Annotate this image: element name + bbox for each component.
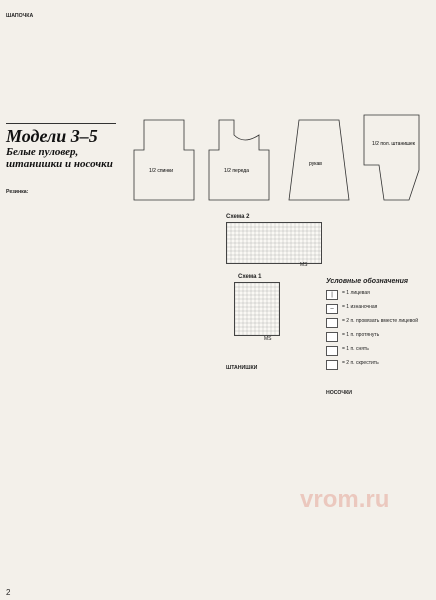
legend-text: = 1 п. протянуть	[342, 332, 380, 338]
legend-text: = 1 изнаночная	[342, 304, 378, 310]
legend-symbol-icon: –	[326, 304, 338, 314]
schematic-label: 1/2 спинки	[149, 168, 174, 174]
top-left-column	[6, 10, 122, 22]
schematic-label: рукав	[309, 161, 322, 167]
legend-item	[326, 304, 430, 314]
legend-symbol-icon	[326, 332, 338, 342]
page-number: 2	[6, 588, 11, 597]
legend-text: = 2 п. провязать вместе лицевой	[342, 318, 418, 324]
legend-symbol-icon	[326, 318, 338, 328]
legend-symbol-icon	[326, 360, 338, 370]
chart-1-label: Схема 1	[238, 274, 262, 280]
knitting-chart-1	[234, 282, 280, 336]
legend-text: = 2 п. скрестить	[342, 360, 379, 366]
chart-ms-label: MS	[264, 336, 272, 342]
back-schematic	[134, 120, 194, 200]
schematic-label: 1/2 пол. штанишек	[372, 141, 415, 147]
pants-schematic	[364, 115, 419, 200]
legend-text: = 1 лицевая	[342, 290, 370, 296]
section-subtitle: Белые пуловер, штанишки и носочки	[6, 146, 113, 170]
garment-schematics	[124, 110, 424, 210]
pants-heading: ШТАНИШКИ	[226, 365, 258, 371]
middle-column-2	[226, 365, 322, 374]
legend-text: = 1 п. снять	[342, 346, 369, 352]
top-mid-column-1	[124, 10, 220, 13]
sleeve-schematic	[289, 120, 349, 200]
top-right-column	[322, 10, 432, 13]
legend-item	[326, 360, 430, 370]
section-title: Модели 3–5	[6, 126, 98, 146]
rib-heading: Резинка:	[6, 189, 29, 195]
watermark: vrom.ru	[300, 486, 390, 513]
legend-title: Условные обозначения	[326, 278, 409, 285]
legend-item	[326, 290, 430, 300]
legend-item	[326, 346, 430, 356]
legend-symbol-icon	[326, 346, 338, 356]
right-column	[326, 390, 430, 399]
chart-2-label: Схема 2	[226, 214, 250, 220]
chart-ms-label: MS	[300, 262, 308, 268]
legend-item	[326, 332, 430, 342]
schematic-label: 1/2 переда	[224, 168, 249, 174]
hat-heading: ШАПОЧКА	[6, 13, 34, 19]
left-column	[6, 186, 116, 198]
socks-heading: НОСОЧКИ	[326, 390, 352, 396]
chart-grid	[235, 283, 279, 335]
section-divider	[6, 123, 116, 124]
top-mid-column-2	[222, 10, 320, 13]
front-schematic	[209, 120, 269, 200]
legend-item	[326, 318, 430, 328]
legend-symbol-icon: |	[326, 290, 338, 300]
chart-grid	[227, 223, 321, 263]
knitting-chart-2	[226, 222, 322, 264]
